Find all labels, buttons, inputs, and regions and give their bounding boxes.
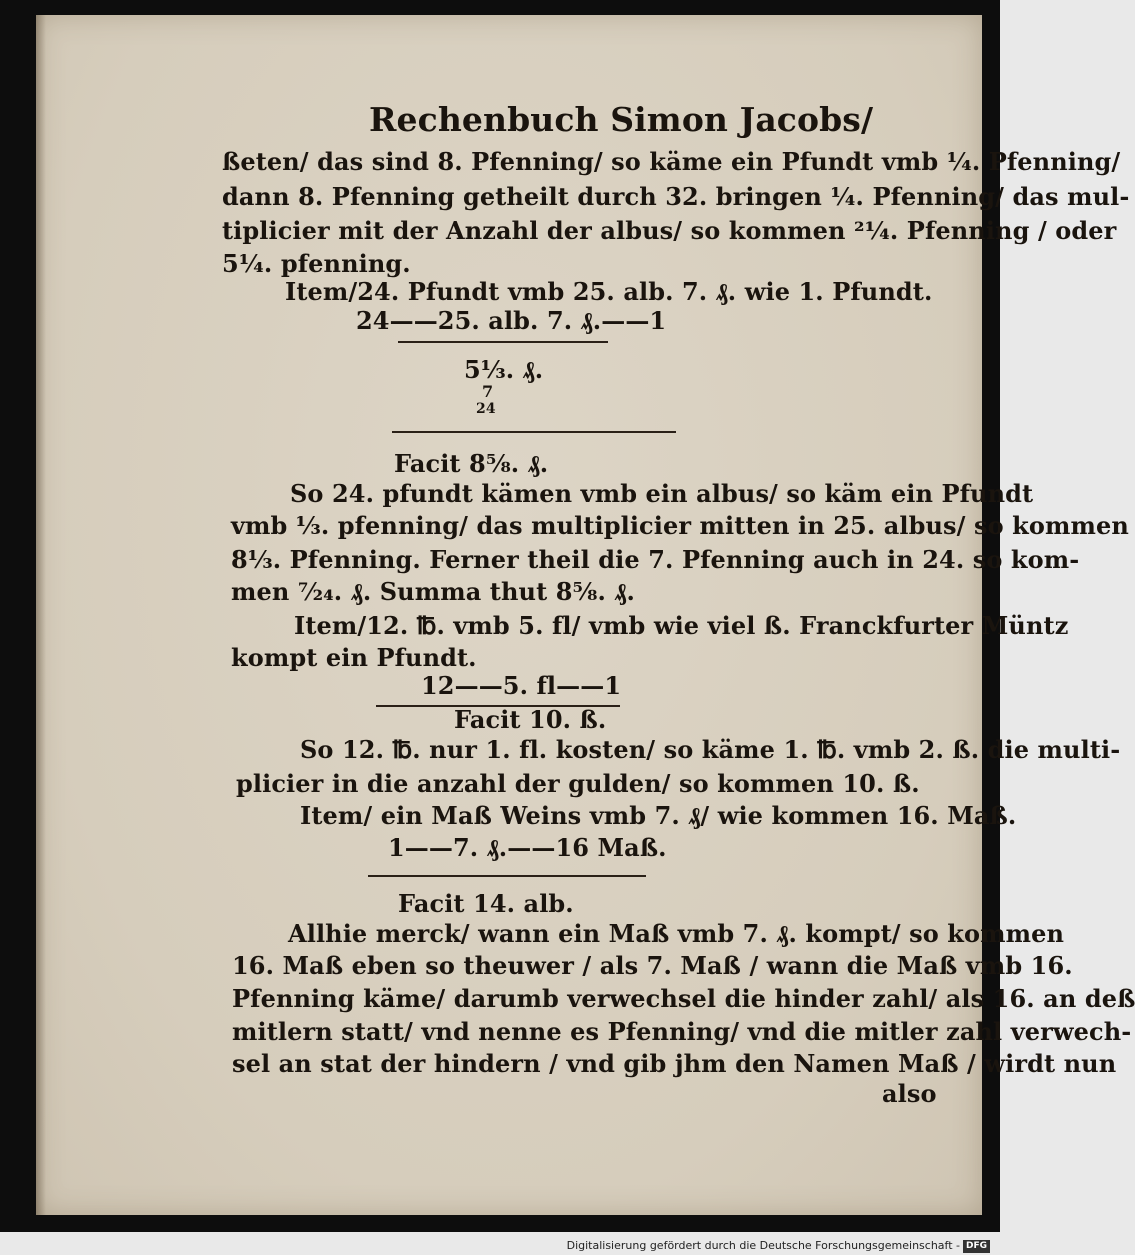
- text-line: 8⅓. Pfenning. Ferner theil die 7. Pfenning auch in 24. so kom-: [231, 545, 1080, 574]
- text-line: ßeten/ das sind 8. Pfenning/ so käme ein Pfundt vmb ¼. Pfenning/: [222, 147, 1121, 176]
- text-line: 5¼. pfenning.: [222, 249, 411, 278]
- facit-line: Facit 10. ß.: [454, 705, 607, 734]
- text-line: So 12. ℔. nur 1. fl. kosten/ so käme 1. ℔. vmb 2. ß. die multi-: [300, 735, 1121, 764]
- text-line: plicier in die anzahl der gulden/ so kommen 10. ß.: [236, 769, 920, 798]
- calc-rule: [368, 875, 646, 877]
- text-line: vmb ⅓. pfenning/ das multiplicier mitten in 25. albus/ so kommen: [231, 511, 1129, 540]
- fraction-denominator: 24: [476, 401, 496, 417]
- calc-rule: [392, 431, 676, 433]
- text-line: tiplicier mit der Anzahl der albus/ so kommen ²¹⁄₄. Pfenning / oder: [222, 216, 1117, 245]
- text-line: sel an stat der hindern / vnd gib jhm den Namen Maß / wirdt nun: [232, 1049, 1117, 1078]
- digitization-footer: [0, 1236, 990, 1255]
- text-line: mitlern statt/ vnd nenne es Pfenning/ vnd die mitler zahl verwech-: [232, 1017, 1132, 1046]
- dfg-logo: DFG: [963, 1240, 990, 1253]
- proportion-line: 1——7. ₰.——16 Maß.: [388, 833, 667, 862]
- text-line: Item/ ein Maß Weins vmb 7. ₰/ wie kommen 16. Maß.: [300, 801, 1017, 830]
- facit-line: Facit 8⅝. ₰.: [394, 449, 549, 478]
- text-line: dann 8. Pfenning getheilt durch 32. bringen ¼. Pfenning/ das mul-: [222, 182, 1130, 211]
- text-line: So 24. pfundt kämen vmb ein albus/ so käm ein Pfundt: [290, 479, 1034, 508]
- text-line: kompt ein Pfundt.: [231, 643, 477, 672]
- fraction-numerator: 7: [482, 382, 494, 401]
- proportion-line: 24——25. alb. 7. ₰.——1: [356, 306, 667, 335]
- facit-line: Facit 14. alb.: [398, 889, 574, 918]
- text-line: 16. Maß eben so theuwer / als 7. Maß / wann die Maß vmb 16.: [232, 951, 1073, 980]
- text-line: Item/12. ℔. vmb 5. fl/ vmb wie viel ß. Franckfurter Müntz: [294, 611, 1069, 640]
- text-line: Allhie merck/ wann ein Maß vmb 7. ₰. kompt/ so kommen: [288, 919, 1065, 948]
- proportion-line: 12——5. fl——1: [421, 671, 622, 700]
- text-line: men ⁷⁄₂₄. ₰. Summa thut 8⅝. ₰.: [231, 577, 635, 606]
- page-heading: Rechenbuch Simon Jacobs/: [369, 100, 874, 139]
- text-line: Pfenning käme/ darumb verwechsel die hinder zahl/ als 16. an deß: [232, 984, 1135, 1013]
- text-line: Item/24. Pfundt vmb 25. alb. 7. ₰. wie 1. Pfundt.: [285, 277, 933, 306]
- catchword: also: [882, 1079, 937, 1108]
- calc-line: 5⅓. ₰.: [464, 355, 544, 384]
- book-page: [36, 15, 1135, 1215]
- page-spine-shadow: [36, 15, 46, 1215]
- calc-rule: [398, 341, 608, 343]
- footer-text: Digitalisierung gefördert durch die Deutsche Forschungsgemeinschaft -: [566, 1239, 960, 1252]
